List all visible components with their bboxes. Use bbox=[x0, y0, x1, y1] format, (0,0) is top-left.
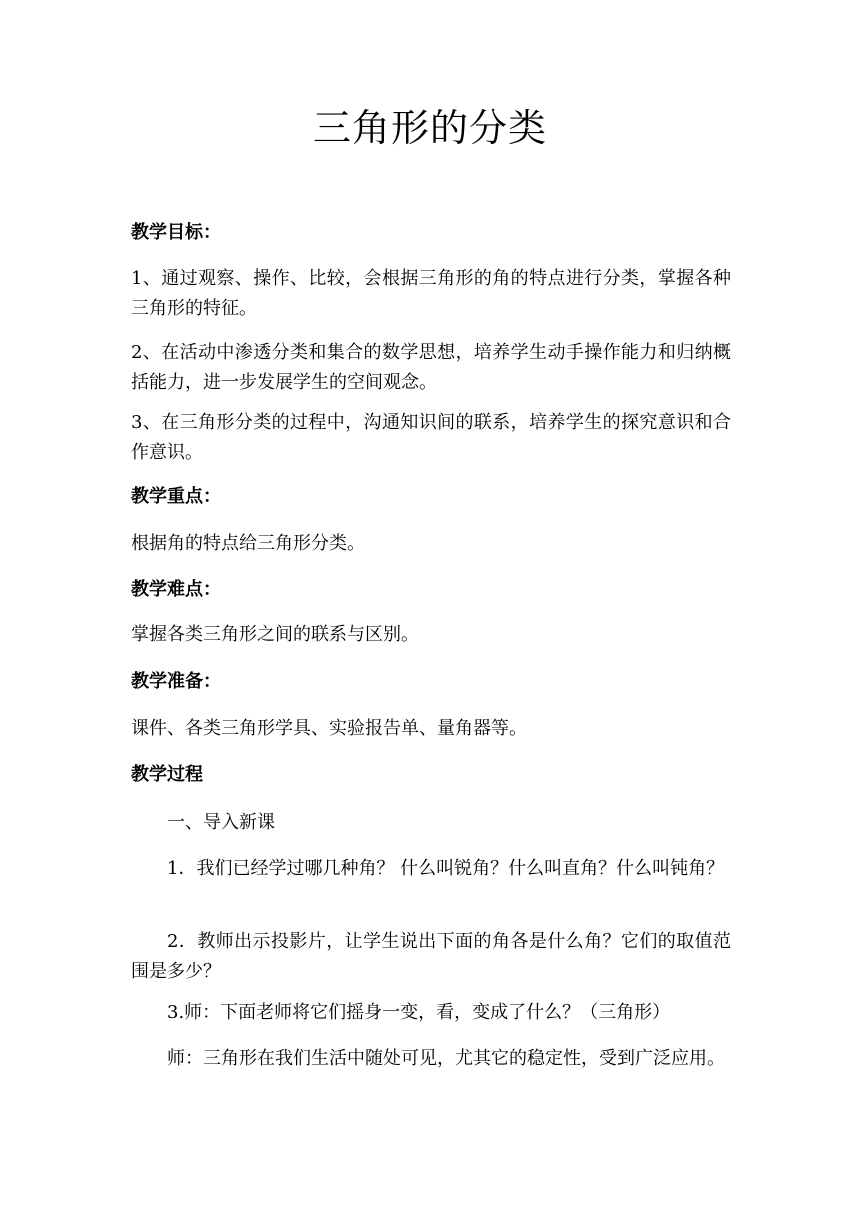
preparation-text: 课件、各类三角形学具、实验报告单、量角器等。 bbox=[131, 718, 527, 739]
preparation-heading: 教学准备： bbox=[131, 671, 221, 692]
process-heading: 教学过程 bbox=[131, 764, 203, 785]
key-point-text: 根据角的特点给三角形分类。 bbox=[131, 533, 365, 554]
process-step-1: 1．我们已经学过哪几种角？ 什么叫锐角？什么叫直角？什么叫钝角？ bbox=[167, 858, 725, 879]
process-step-2: 2．教师出示投影片，让学生说出下面的角各是什么角？它们的取值范围是多少？ bbox=[131, 931, 731, 982]
process-section-title: 一、导入新课 bbox=[167, 812, 275, 833]
goal-item-3: 3、在三角形分类的过程中，沟通知识间的联系，培养学生的探究意识和合作意识。 bbox=[131, 412, 731, 463]
difficulty-text: 掌握各类三角形之间的联系与区别。 bbox=[131, 624, 419, 645]
document-title: 三角形的分类 bbox=[312, 106, 547, 150]
goal-item-1: 1、通过观察、操作、比较，会根据三角形的角的特点进行分类，掌握各种三角形的特征。 bbox=[131, 268, 731, 319]
difficulty-heading: 教学难点： bbox=[131, 579, 221, 600]
process-step-4: 师：三角形在我们生活中随处可见，尤其它的稳定性，受到广泛应用。 bbox=[167, 1048, 725, 1069]
process-step-3: 3.师：下面老师将它们摇身一变，看，变成了什么？（三角形） bbox=[167, 1002, 671, 1023]
goals-heading: 教学目标： bbox=[131, 222, 221, 243]
key-point-heading: 教学重点： bbox=[131, 486, 221, 507]
goal-item-2: 2、在活动中渗透分类和集合的数学思想，培养学生动手操作能力和归纳概括能力，进一步发展学生的空间观念。 bbox=[131, 342, 731, 393]
